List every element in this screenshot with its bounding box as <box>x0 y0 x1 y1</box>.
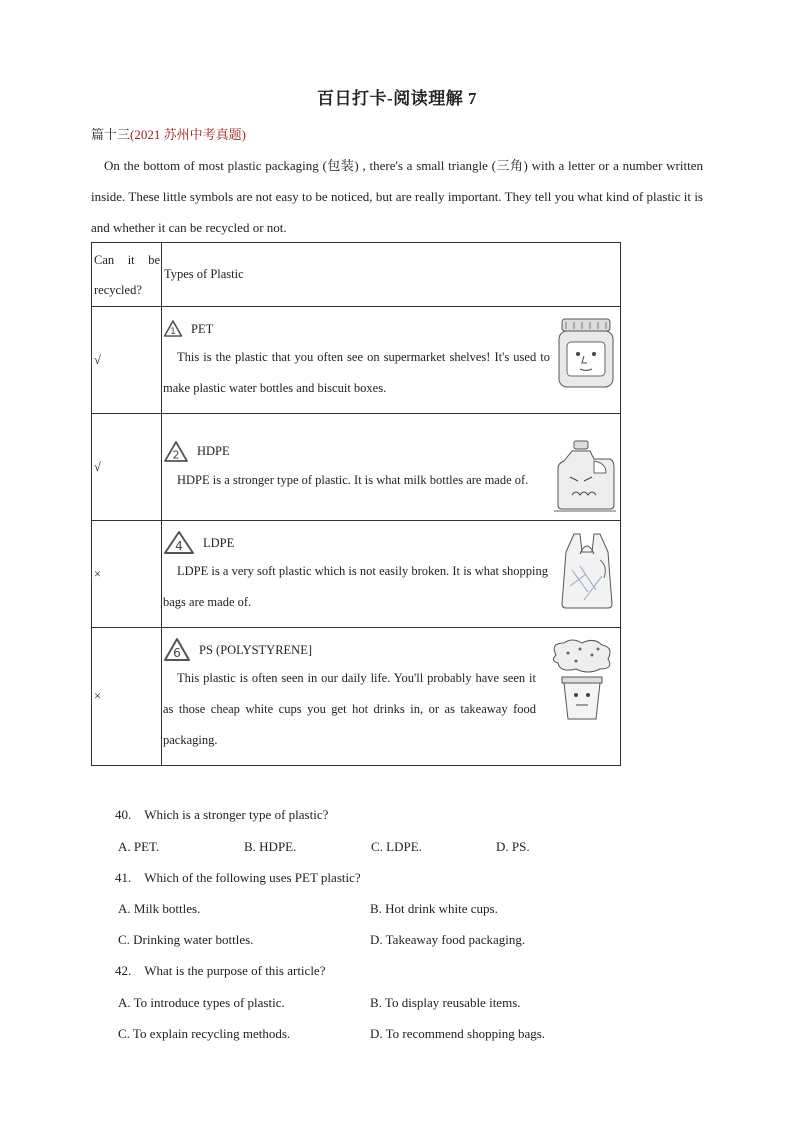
option-41-a[interactable]: A. Milk bottles. <box>118 901 201 916</box>
option-42-d[interactable]: D. To recommend shopping bags. <box>370 1026 546 1041</box>
plastic-name: PS (POLYSTYRENE] <box>199 642 312 657</box>
recyclable-mark: √ <box>92 307 162 414</box>
table-header-row <box>92 243 621 307</box>
milk-jug-icon <box>554 439 616 513</box>
svg-text:2: 2 <box>172 448 180 461</box>
plastic-name: LDPE <box>203 535 235 550</box>
svg-text:4: 4 <box>175 539 183 553</box>
plastic-cell <box>162 521 621 628</box>
table-row <box>92 521 621 628</box>
option-42-b[interactable]: B. To display reusable items. <box>370 995 521 1010</box>
plastic-description: LDPE is a very soft plastic which is not easily broken. It is what shopping bags are made of. <box>163 564 548 609</box>
section-heading <box>91 124 246 143</box>
plastic-cell <box>162 307 621 414</box>
option-40-c[interactable]: C. LDPE. <box>371 839 422 854</box>
section-label: 篇十三 <box>91 127 131 142</box>
question-41: 41. Which of the following uses PET plastic? <box>115 870 361 885</box>
section-source: (2021 苏州中考真题) <box>130 127 246 142</box>
recycle-triangle-icon <box>163 440 189 464</box>
plastic-description: HDPE is a stronger type of plastic. It is what milk bottles are made of. <box>177 472 529 487</box>
recycle-triangle-icon <box>163 637 191 663</box>
plastic-description: This plastic is often seen in our daily life. You'll probably have seen it as those cheap white cups you get hot drinks in, or as takeaway food packaging. <box>163 671 536 747</box>
recyclable-mark: × <box>92 521 162 628</box>
recyclable-mark: × <box>92 628 162 766</box>
table-row <box>92 307 621 414</box>
recycle-triangle-icon <box>163 530 195 556</box>
option-41-d[interactable]: D. Takeaway food packaging. <box>370 932 526 947</box>
plastic-name: PET <box>191 321 214 336</box>
option-40-b[interactable]: B. HDPE. <box>244 839 297 854</box>
header-recyclable: Can it be recycled? <box>92 243 162 307</box>
plastic-name: HDPE <box>197 444 230 458</box>
table-row <box>92 628 621 766</box>
recyclable-mark: √ <box>92 414 162 521</box>
recycle-triangle-icon <box>163 319 183 339</box>
plastic-cell <box>162 628 621 766</box>
option-42-a[interactable]: A. To introduce types of plastic. <box>118 995 285 1010</box>
table-row <box>92 414 621 521</box>
intro-paragraph: On the bottom of most plastic packaging (包装) , there's a small triangle (三角) with a letter or a number written inside. These little symbols are not easy to be noticed, but are really important. They tell you what kind of plastic it is and whether it can be recycled or not. <box>91 158 703 235</box>
jar-icon <box>556 316 616 390</box>
shopping-bag-icon <box>558 530 616 610</box>
option-41-b[interactable]: B. Hot drink white cups. <box>370 901 498 916</box>
plastic-description: This is the plastic that you often see on supermarket shelves! It's used to make plastic water bottles and biscuit boxes. <box>163 350 550 395</box>
option-42-c[interactable]: C. To explain recycling methods. <box>118 1026 291 1041</box>
svg-text:6: 6 <box>173 646 181 660</box>
option-40-a[interactable]: A. PET. <box>118 839 160 854</box>
header-types: Types of Plastic <box>162 243 621 307</box>
svg-text:1: 1 <box>170 327 176 337</box>
option-40-d[interactable]: D. PS. <box>496 839 530 854</box>
question-42: 42. What is the purpose of this article? <box>115 963 326 978</box>
plastics-table <box>91 242 621 766</box>
option-41-c[interactable]: C. Drinking water bottles. <box>118 932 254 947</box>
plastic-cell <box>162 414 621 521</box>
question-40: 40. Which is a stronger type of plastic? <box>115 807 329 822</box>
foam-cup-icon <box>548 637 616 721</box>
page-title: 百日打卡-阅读理解 7 <box>317 89 477 108</box>
